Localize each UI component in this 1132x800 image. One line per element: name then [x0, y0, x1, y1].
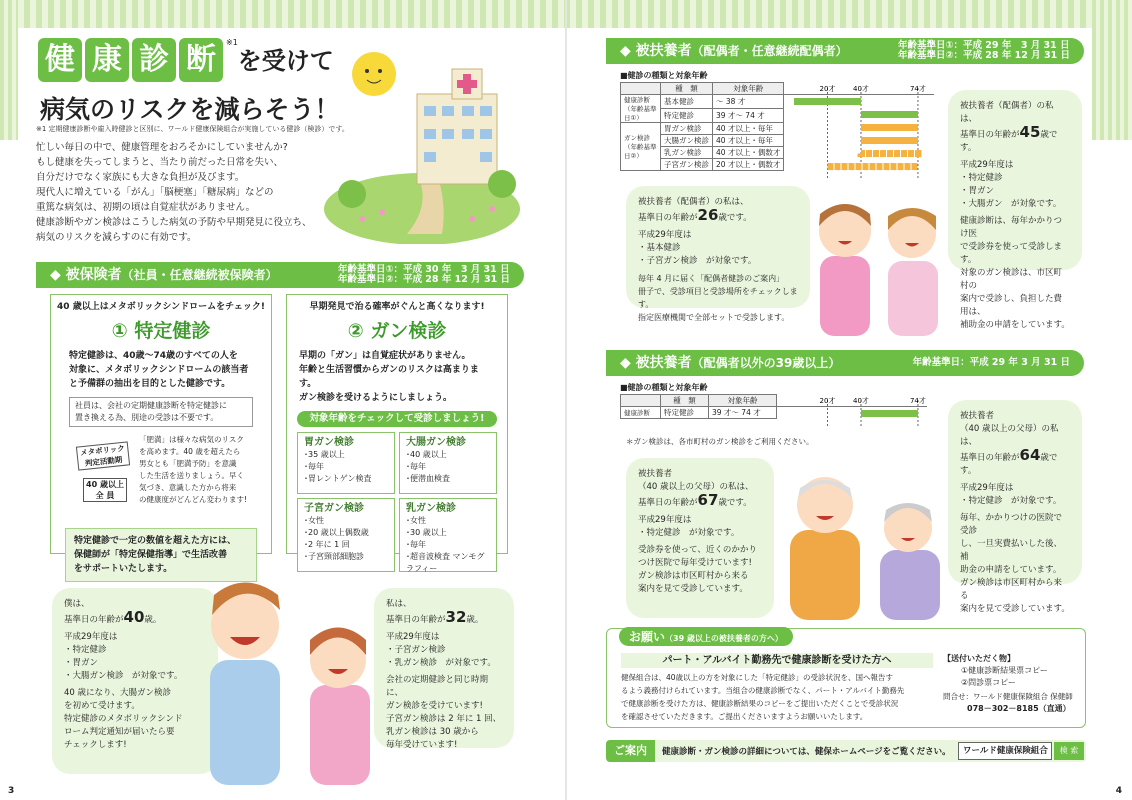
section-title: ◆ 被保険者 — [50, 267, 122, 283]
guide-label: ご案内 — [606, 740, 655, 762]
tick-label: 74才 — [909, 397, 926, 405]
age-range-chart-2 — [786, 394, 936, 428]
meta-label: メタボリック 判定活動期 — [76, 441, 130, 470]
age-range-bar — [861, 111, 918, 118]
tick-label: 74才 — [909, 85, 926, 93]
age-range-bar — [861, 124, 918, 131]
section-sub: （社員・任意継続被保険者） — [121, 268, 278, 282]
man-woman-illustration — [190, 565, 380, 785]
panel-body: 特定健診は、40歳～74歳のすべての人を 対象に、メタボリックシンドロームの該当者 と予備群の抽出を目的とした健診です。 — [69, 351, 249, 389]
right-stripe — [1092, 0, 1132, 140]
row-name: 基本健診 — [661, 95, 713, 109]
footnote: ※1 定期健康診断や雇入時健診と区別に、ワールド健康保険組合が実施している健診（検診）です。 — [36, 125, 349, 133]
panel-title: ② ガン検診 — [347, 320, 447, 342]
panel-head: 早期発見で治る確率がぐんと高くなります! — [309, 302, 485, 312]
panel-note: 社員は、会社の定期健康診断を特定健診に 置き換える為、別途の受診は不要です。 — [69, 397, 253, 427]
age-range-bar — [794, 98, 861, 105]
meta-all: 40 歳以上 全 員 — [83, 478, 127, 502]
bubble-spouse-26: 被扶養者（配偶者）の私は、 基準日の年齢が26歳です。 平成29年度は ・基本健診 ・子宮ガン検診 が対象です。 毎年 4 月に届く「配偶者健診のご案内」 冊子で、受診項目と受診場所をチェックします。 指定医療機関で全部セットで受診します。 — [626, 186, 810, 308]
row-age: 39 才～ 74 才 — [713, 109, 784, 123]
hospital-illustration — [322, 34, 522, 244]
panel-body: 早期の「ガン」は自覚症状がありません。 年齢と生活習慣からガンのリスクは高まります。 ガン検診を受けるようにしましょう。 — [299, 351, 479, 403]
title-rest: を受けて — [237, 47, 334, 75]
row-age: 20 才以上・偶数才 — [713, 159, 784, 171]
row-name: 胃ガン検診 — [661, 123, 713, 135]
title-kanji: 康 — [85, 38, 129, 82]
row-name: 大腸ガン検診 — [661, 135, 713, 147]
main-title — [38, 38, 368, 82]
search-button[interactable]: 検 索 — [1054, 742, 1084, 760]
page-number-right: 4 — [1115, 786, 1122, 796]
left-stripe — [0, 0, 18, 140]
request-title: お願い（39 歳以上の被扶養者の方へ） — [619, 627, 793, 646]
row-age: ～ 38 才 — [713, 95, 784, 109]
tick-label: 20才 — [819, 397, 836, 405]
tick-label: 20才 — [819, 85, 836, 93]
tick-label: 40才 — [853, 85, 869, 93]
title-kanji: 診 — [132, 38, 176, 82]
bubble-spouse-45: 被扶養者（配偶者）の私は、 基準日の年齢が45歳です。 平成29年度は ・特定健診 ・胃ガン ・大腸ガン が対象です。 健康診断は、毎年かかりつけ医 で受診券を使って受診します。 対象のガン検診は、市区町村の 案内で受診し、負担した費用は、 補助金の申請をしています。 — [948, 90, 1082, 270]
title-kanji: 断 — [179, 38, 223, 82]
row-age: 39 才～ 74 才 — [709, 407, 777, 419]
check-title: 対象年齢をチェックして受診しましょう! — [297, 411, 497, 427]
card-stomach: 胃ガン検診 ･35 歳以上 ･毎年 ･胃レントゲン検査 — [297, 432, 395, 494]
age-range-bar — [861, 137, 918, 144]
section-insured — [36, 262, 524, 288]
panel-cancer-screening — [286, 294, 508, 573]
bubble-man: 僕は、 基準日の年齢が40歳。 平成29年度は ・特定健診 ・胃ガン ・大腸ガン検診 が対象です。 40 歳になり、大腸ガン検診 を初めて受けます。 特定健診のメタボリックシンド ローム判定通知が届いたら要 チェックします! — [52, 588, 218, 774]
tick-label: 40才 — [853, 397, 869, 405]
age-range-bar — [861, 410, 918, 417]
age-reference: 年齢基準日①：平成 29 年 3 月 31 日 年齢基準日②：平成 28 年 12 月 31 日 — [897, 40, 1070, 61]
cancer-cards — [297, 432, 497, 572]
section-dependents-spouse: ◆ 被扶養者（配偶者・任意継続配偶者） 年齢基準日①：平成 29 年 3 月 31 日 年齢基準日②：平成 28 年 12 月 31 日 — [606, 38, 1084, 64]
request-body: 健保組合は、40歳以上の方を対象にした「特定健診」の受診状況を、国へ報告す るよう義務付けられています。当組合の健康診断でなく、パート・アルバイト勤務先 で健康診断を受けた方は、健康診断結果のコピーをご提出いただくことで受診状況 を確認させていただきます。ご提出くださいますようお願いいたします。 — [621, 673, 905, 721]
row-name: 特定健診 — [661, 407, 709, 419]
row-name: 子宮ガン検診 — [661, 159, 713, 171]
row-name: 特定健診 — [661, 109, 713, 123]
bubble-woman: 私は、 基準日の年齢が32歳。 平成29年度は ・子宮ガン検診 ・乳ガン検診 が対象です。 会社の定期健診と同じ時期に、 ガン検診を受けています! 子宮ガン検診は 2 年に 1 回、 乳ガン検診は 30 歳から 毎年受けています! — [374, 588, 514, 748]
title-sup: ※1 — [226, 38, 238, 47]
request-box — [606, 628, 1086, 728]
parents-illustration — [780, 470, 950, 620]
row-name: 乳ガン検診 — [661, 147, 713, 159]
row-age: 40 才以上・毎年 — [713, 135, 784, 147]
meta-text: 「肥満」は様々な病気のリスク を高めます。40 歳を超えたら 男女とも「肥満予防」を意識 した生活を送りましょう。早く 気づき、意識した方から将来 の健康度がどんどん変わります! — [139, 435, 248, 504]
page-fold — [565, 0, 567, 800]
bubble-parent-67: 被扶養者 （40 歳以上の父母）の私は、 基準日の年齢が67歳です。 平成29年度は ・特定健診 が対象です。 受診券を使って、近くのかかり つけ医院で毎年受けています! ガン検診は市区町村から来る 案内を見て受診しています。 — [626, 458, 774, 618]
age-reference: 年齢基準日①：平成 30 年 3 月 31 日 年齢基準日②：平成 28 年 12 月 31 日 — [337, 264, 510, 285]
age-table-2: 種 類 対象年齢 健康診断 特定健診 39 才～ 74 才 — [620, 394, 927, 419]
row-age: 40 才以上・毎年 — [713, 123, 784, 135]
section-dependents-other: ◆ 被扶養者（配偶者以外の39歳以上） 年齢基準日：平成 29 年 3 月 31 日 — [606, 350, 1084, 376]
panel-head: 40 歳以上はメタボリックシンドロームをチェック! — [57, 302, 265, 312]
bubble-parent-64: 被扶養者 （40 歳以上の父母）の私は、 基準日の年齢が64歳です。 平成29年度は ・特定健診 が対象です。 毎年、かかりつけの医院で受診 し、一旦実費払いした後、補 助金の申請をしています。 ガン検診は市区町村から来る 案内を見て受診しています。 — [948, 400, 1082, 584]
age-reference: 年齢基準日：平成 29 年 3 月 31 日 — [912, 357, 1070, 368]
row-group: ガン検診（年齢基準日②） — [621, 123, 661, 171]
card-uterine: 子宮ガン検診 ･女性 ･20 歳以上偶数歳 ･2 年に 1 回 ･子宮頸部細胞診 — [297, 498, 395, 572]
cancer-note: ＊ガン検診は、各市町村のガン検診をご利用ください。 — [626, 437, 814, 446]
page-number-left: 3 — [8, 786, 15, 796]
title-kanji: 健 — [38, 38, 82, 82]
row-group: 健康診断 — [621, 407, 661, 419]
meta-section — [51, 432, 271, 528]
panel-specific-checkup — [50, 294, 272, 574]
table-title-2: ■健診の種類と対象年齢 — [620, 383, 708, 392]
panel-title: ① 特定健診 — [111, 320, 211, 342]
spouses-illustration — [800, 186, 950, 336]
intro-text: 忙しい毎日の中で、健康管理をおろそかにしていませんか? もし健康を失ってしまうと、当たり前だった日常を失い、 自分だけでなく家族にも大きな負担が及びます。 現代人に増えている「がん」「脳梗塞」「糖尿病」などの 重篤な病気は、初期の頃は自覚症状がありません。 健康診断やガン検診はこうした病気の予防や早期発見に役立ち、 病気のリスクを減らすのに有効です。 — [36, 142, 312, 243]
search-box[interactable]: ワールド健康保険組合 — [958, 742, 1052, 760]
row-group: 健康診断（年齢基準日①） — [621, 95, 661, 123]
guidance-box: 特定健診で一定の数値を超えた方には、 保健師が「特定保健指導」で生活改善 をサポートいたします。 — [65, 528, 257, 582]
request-head: パート・アルバイト勤務先で健康診断を受けた方へ — [621, 653, 933, 668]
card-breast: 乳ガン検診 ･女性 ･30 歳以上 ･毎年 ･超音波検査 マンモグラフィー — [399, 498, 497, 572]
table-title: ■健診の種類と対象年齢 — [620, 71, 708, 80]
row-age: 40 才以上・偶数才 — [713, 147, 784, 159]
age-range-chart-1 — [786, 82, 936, 178]
subtitle: 病気のリスクを減らそう！ — [40, 95, 340, 124]
guide-bar — [606, 740, 1086, 762]
age-table-1: 種 類 対象年齢 健康診断（年齢基準日①） 基本健診 ～ 38 才 特定健診 39 才～ 74 才 ガン検診（年齢基準日②） 胃ガン検診 40 才以上・毎年 大腸ガン検診 40 才以上・毎年 乳ガン検診 40 才以上・偶数才 子宮ガン検診 20 才以上・偶数才 — [620, 82, 934, 171]
card-colon: 大腸ガン検診 ･40 歳以上 ･毎年 ･便潜血検査 — [399, 432, 497, 494]
send-items: 【送付いただく物】 ①健康診断結果票コピー ②問診票コピー 問合せ：ワールド健康保険組合 保健師 078－302－8185（直通） — [943, 654, 1073, 713]
guide-text: 健康診断・ガン検診の詳細については、健保ホームページをご覧ください。 — [662, 747, 951, 757]
